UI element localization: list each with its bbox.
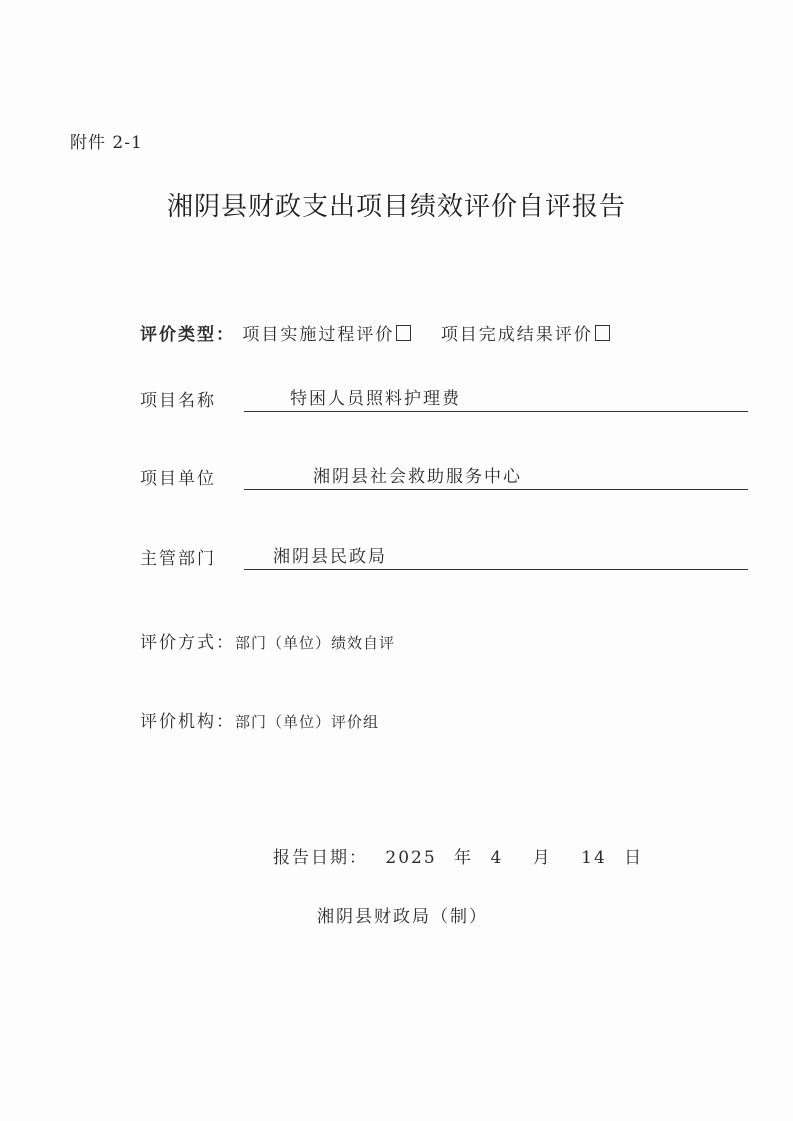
document-title: 湘阴县财政支出项目绩效评价自评报告 xyxy=(166,192,626,222)
option-result-evaluation[interactable] xyxy=(441,320,610,345)
attachment-label: 附件 2-1 xyxy=(70,133,143,153)
supervising-dept-underline xyxy=(244,569,748,570)
project-unit-field xyxy=(140,460,748,490)
supervising-dept-label: 主管部门 xyxy=(140,549,216,569)
project-name-field xyxy=(140,382,748,412)
evaluation-method-label: 评价方式： xyxy=(140,633,235,653)
issuer: 湘阴县财政局（制） xyxy=(317,907,488,927)
report-date-label: 报告日期： xyxy=(273,848,368,868)
evaluation-type-label: 评价类型： xyxy=(140,325,235,345)
report-date-year-unit: 年 xyxy=(454,848,474,868)
option-result-evaluation-label: 项目完成结果评价 xyxy=(440,325,593,345)
evaluation-agency-value: 部门（单位）评价组 xyxy=(235,713,380,731)
evaluation-type-row xyxy=(140,320,632,345)
project-name-value: 特困人员照料护理费 xyxy=(290,389,461,409)
project-name-underline xyxy=(244,411,748,412)
report-date xyxy=(273,843,643,868)
evaluation-agency-row xyxy=(140,707,379,732)
report-date-day-unit: 日 xyxy=(624,848,644,868)
report-date-month: 4 xyxy=(490,848,504,868)
checkbox-result-evaluation[interactable] xyxy=(595,325,610,341)
report-date-year: 2025 xyxy=(385,848,437,868)
report-date-month-unit: 月 xyxy=(532,848,552,868)
project-name-label: 项目名称 xyxy=(140,391,216,411)
option-process-evaluation-label: 项目实施过程评价 xyxy=(242,325,395,345)
evaluation-method-value: 部门（单位）绩效自评 xyxy=(235,634,396,652)
project-unit-value: 湘阴县社会救助服务中心 xyxy=(313,467,522,487)
supervising-dept-field xyxy=(140,540,748,570)
supervising-dept-value: 湘阴县民政局 xyxy=(273,547,387,567)
evaluation-agency-label: 评价机构： xyxy=(140,712,235,732)
evaluation-method-row xyxy=(140,628,395,653)
report-date-day: 14 xyxy=(581,848,607,868)
project-unit-label: 项目单位 xyxy=(140,469,216,489)
option-process-evaluation[interactable] xyxy=(242,320,411,345)
project-unit-underline xyxy=(244,489,748,490)
checkbox-process-evaluation[interactable] xyxy=(396,325,411,341)
